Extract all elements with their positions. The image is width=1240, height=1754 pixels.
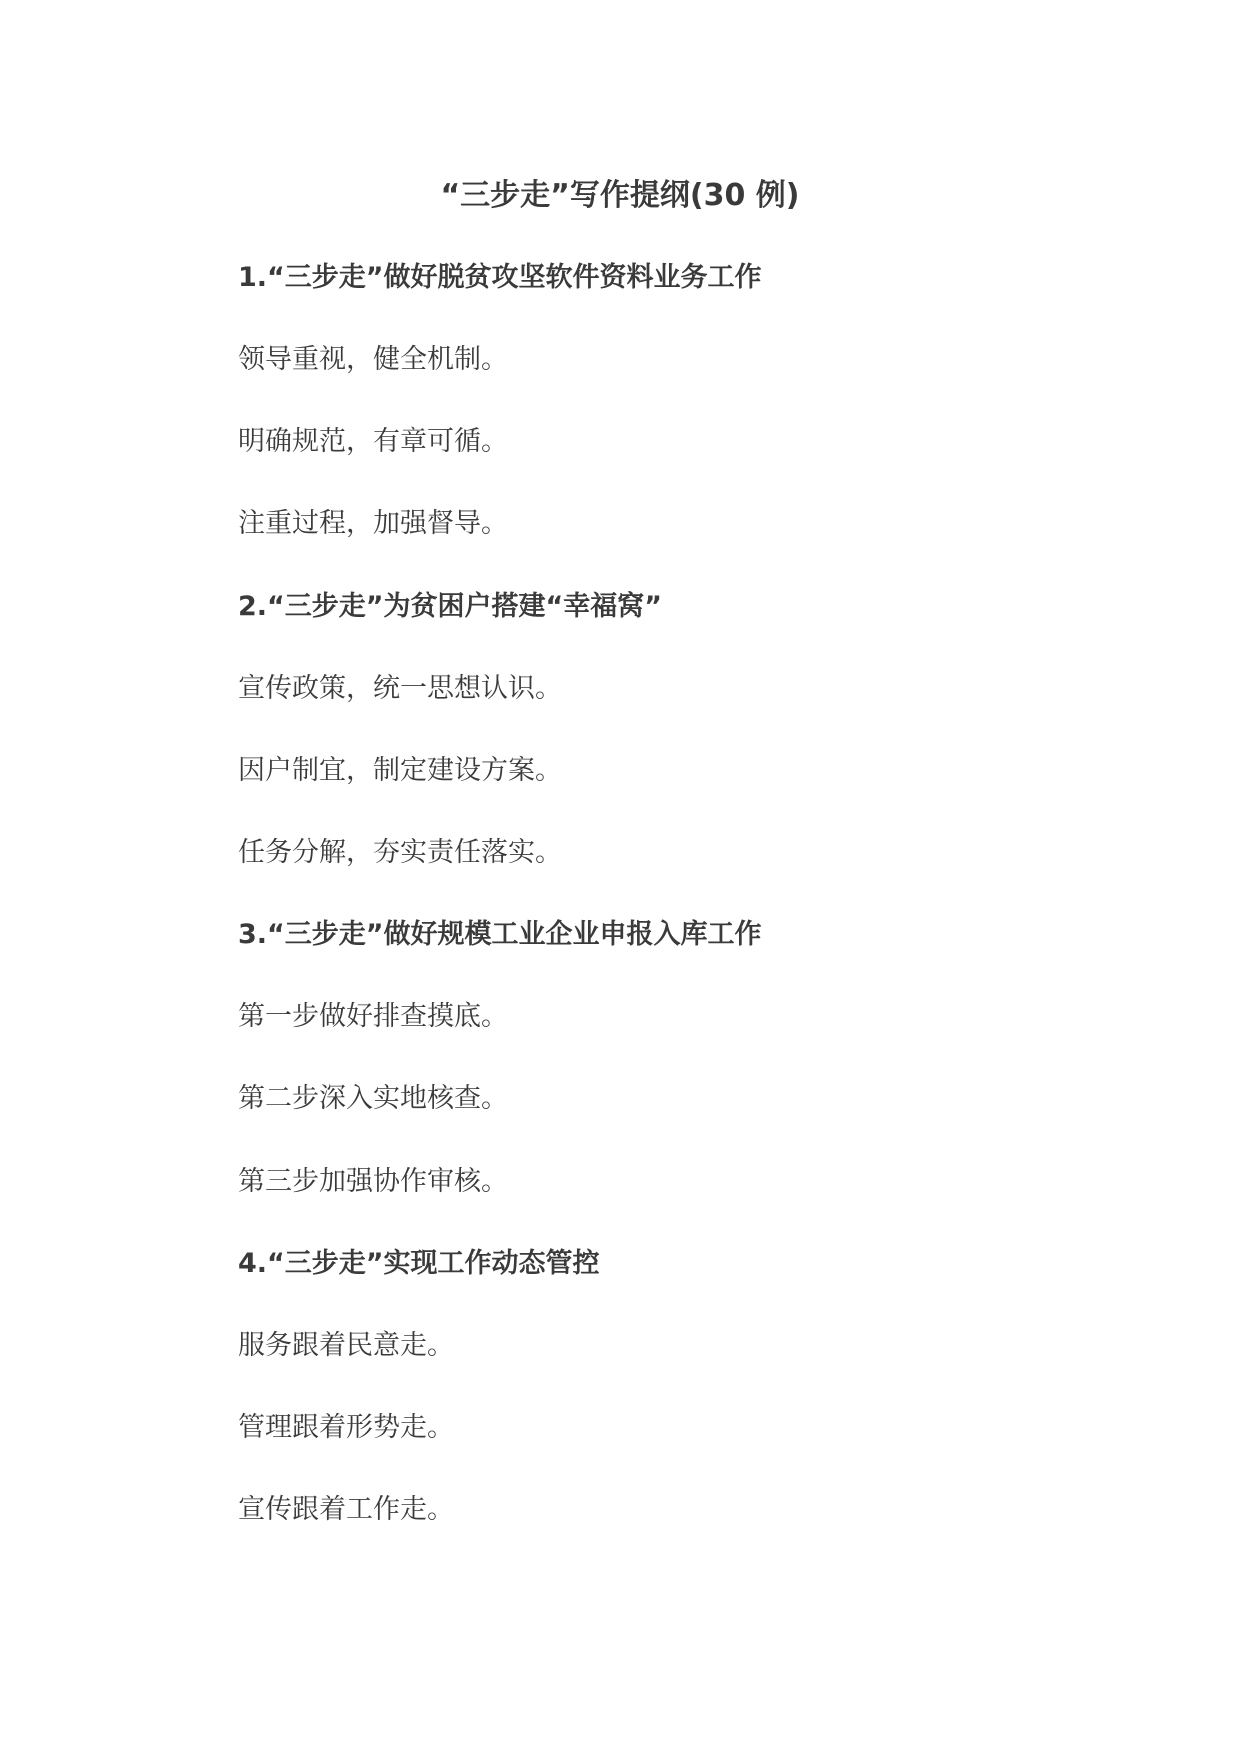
section-item: 明确规范，有章可循。 [238, 426, 508, 457]
section-item: 注重过程，加强督导。 [238, 508, 508, 539]
section-item: 领导重视，健全机制。 [238, 344, 508, 375]
section-item: 任务分解，夯实责任落实。 [238, 837, 562, 868]
document-title: “三步走”写作提纲(30 例) [440, 178, 800, 213]
section-item: 第二步深入实地核查。 [238, 1083, 508, 1114]
section-item: 第三步加强协作审核。 [238, 1166, 508, 1197]
section-heading: 2.“三步走”为贫困户搭建“幸福窝” [238, 591, 663, 622]
section-item: 第一步做好排查摸底。 [238, 1001, 508, 1032]
section-item: 服务跟着民意走。 [238, 1330, 454, 1361]
section-heading: 3.“三步走”做好规模工业企业申报入库工作 [238, 919, 762, 950]
section-item: 宣传政策，统一思想认识。 [238, 673, 562, 704]
section-item: 因户制宜，制定建设方案。 [238, 755, 562, 786]
section-item: 宣传跟着工作走。 [238, 1494, 454, 1525]
section-heading: 1.“三步走”做好脱贫攻坚软件资料业务工作 [238, 262, 762, 293]
section-heading: 4.“三步走”实现工作动态管控 [238, 1248, 600, 1279]
section-item: 管理跟着形势走。 [238, 1412, 454, 1443]
